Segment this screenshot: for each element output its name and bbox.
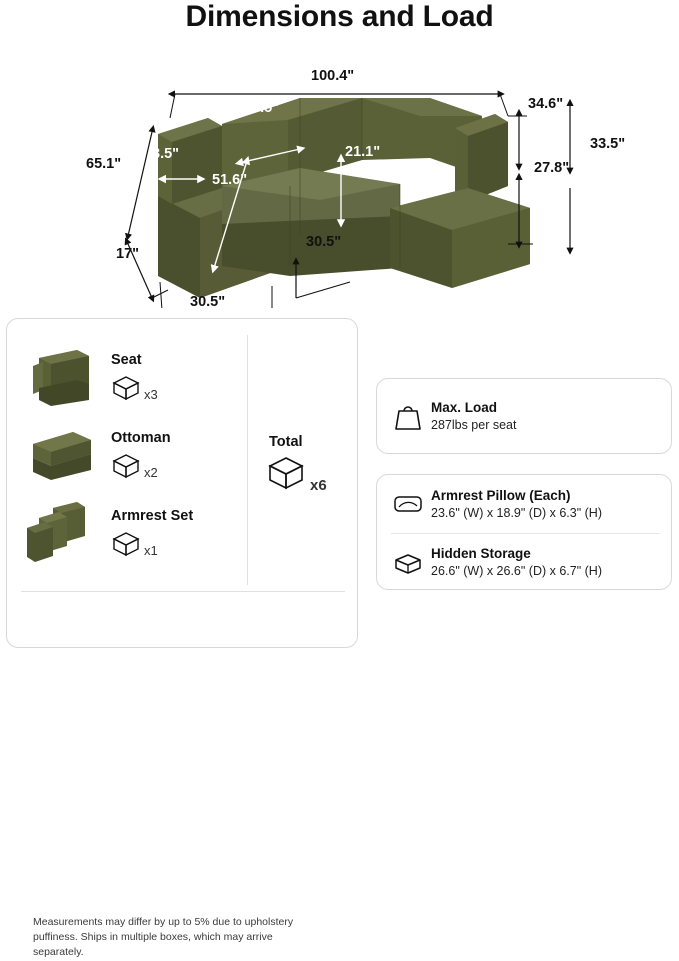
- label-overall-width: 100.4": [311, 68, 355, 84]
- list-item: [19, 497, 244, 569]
- armrest-pillow-text: [431, 488, 602, 520]
- spec-row-armrest-pillow: [377, 475, 673, 533]
- label-module-width-bottom: 30.5": [190, 294, 226, 310]
- max-load-title: Max. Load: [431, 400, 498, 415]
- box-icon: [111, 452, 141, 480]
- dim-overall-depth: [128, 132, 152, 236]
- box-icon: [265, 454, 307, 494]
- spec-title: Hidden Storage: [431, 546, 531, 561]
- part-qty-group: [111, 452, 171, 480]
- part-qty: x2: [144, 465, 158, 480]
- ottoman-module-icon: [19, 422, 103, 488]
- part-info: [111, 352, 158, 402]
- part-info: [111, 430, 171, 480]
- max-load-value: 287lbs per seat: [431, 418, 517, 432]
- sofa-dimensions-diagram: [0, 36, 679, 308]
- box-icon: [111, 374, 141, 402]
- storage-box-icon: [391, 548, 425, 576]
- part-qty-group: [111, 374, 158, 402]
- spec-title: Armrest Pillow (Each): [431, 488, 571, 503]
- parts-breakdown-card: [6, 318, 358, 959]
- dim-back-height-outer: [508, 116, 527, 166]
- label-seat-width-top: 16.5": [244, 100, 280, 116]
- pillow-icon: [391, 491, 425, 517]
- total-boxes: [265, 434, 355, 494]
- total-qty-group: [265, 454, 355, 494]
- weight-icon: [391, 400, 425, 432]
- label-back-height-total: 33.5": [590, 136, 626, 152]
- measurement-note: Measurements may differ by up to 5% due to upholstery puffiness. Ships in multiple boxes, which may arrive separately.: [33, 916, 294, 959]
- page-title: Dimensions and Load: [185, 0, 494, 33]
- seat-module-icon: [19, 344, 103, 410]
- label-overall-depth: 65.1": [86, 156, 122, 172]
- box-icon: [111, 530, 141, 558]
- label-ottoman-width: 30.5": [306, 234, 342, 250]
- part-label: Armrest Set: [111, 508, 194, 524]
- total-label: Total: [269, 434, 303, 450]
- total-qty: x6: [310, 477, 327, 494]
- parts-vertical-divider: [247, 335, 248, 585]
- part-info: [111, 508, 193, 558]
- label-seat-height-inner: 21.1": [345, 144, 381, 160]
- label-chaise-depth: 17": [116, 246, 140, 262]
- spec-value: 23.6" (W) x 18.9" (D) x 6.3" (H): [431, 506, 602, 520]
- list-item: [19, 341, 244, 413]
- part-label: Ottoman: [111, 430, 171, 446]
- max-load-card: [376, 378, 672, 454]
- list-item: [19, 419, 244, 491]
- part-label: Seat: [111, 352, 142, 368]
- hidden-storage-text: [431, 546, 602, 578]
- spec-row-hidden-storage: [377, 533, 673, 591]
- max-load-text: [431, 400, 516, 432]
- sofa-right-arm: [455, 114, 508, 202]
- parts-horizontal-divider: [21, 591, 345, 592]
- armrest-set-icon: [19, 500, 103, 566]
- sofa-right-ottoman: [390, 188, 530, 288]
- part-qty: x3: [144, 387, 158, 402]
- label-seat-depth-long: 51.6": [212, 172, 248, 188]
- label-back-height-outer: 34.6": [528, 96, 564, 112]
- specs-card: [376, 474, 672, 590]
- spec-value: 26.6" (W) x 26.6" (D) x 6.7" (H): [431, 564, 602, 578]
- part-qty-group: [111, 530, 193, 558]
- label-arm-height: 27.8": [534, 160, 570, 176]
- part-qty: x1: [144, 543, 158, 558]
- label-armrest-thickness: 3.5": [152, 146, 180, 162]
